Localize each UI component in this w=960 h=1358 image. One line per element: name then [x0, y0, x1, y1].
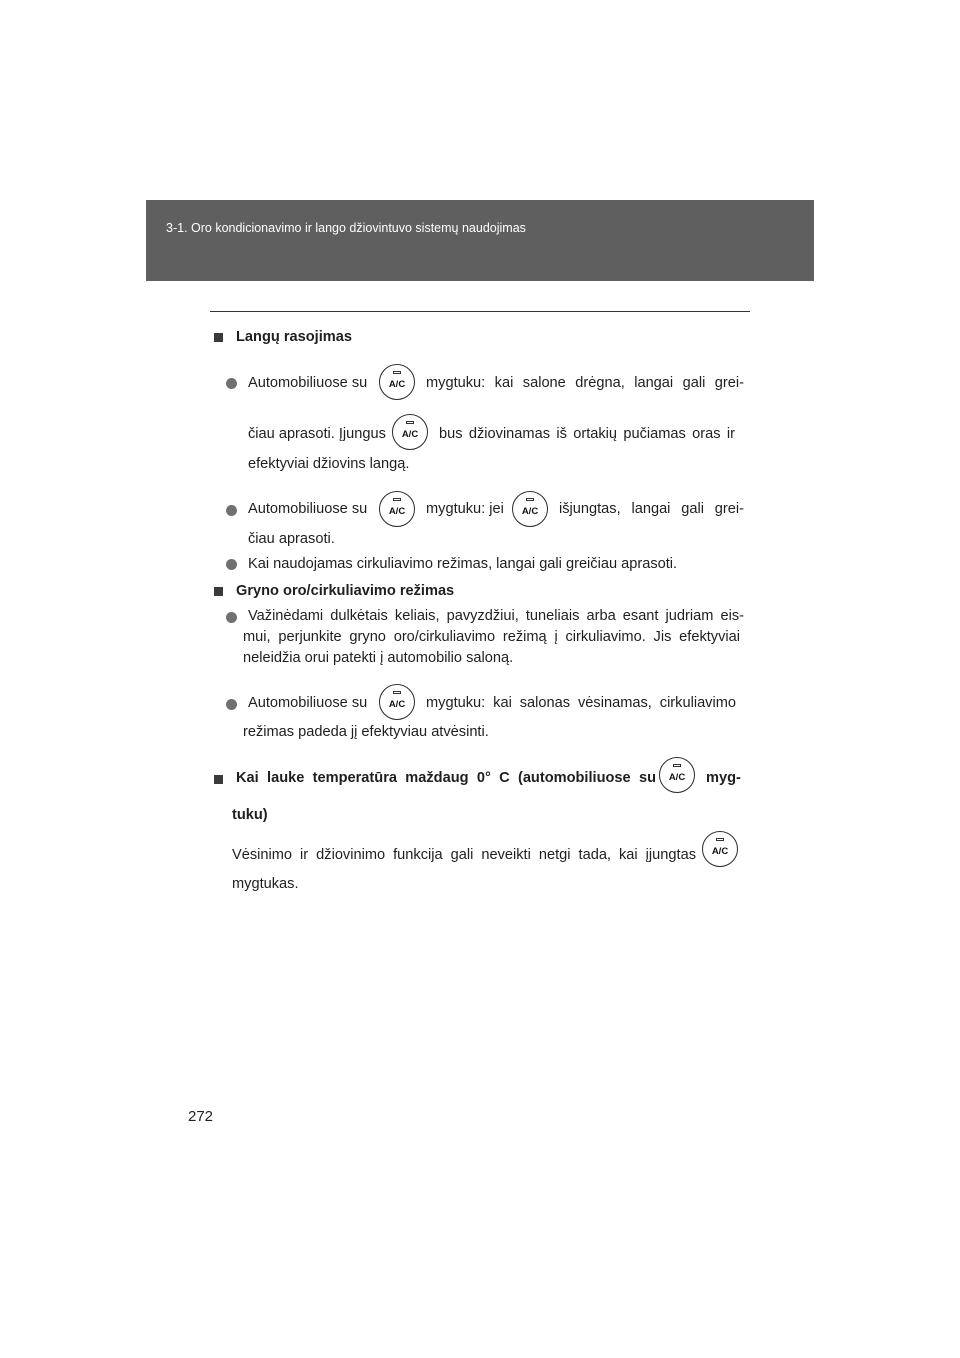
square-bullet-icon [214, 333, 223, 342]
s2-b1-text: neleidžia orui patekti į automobilio saloną. [243, 650, 514, 666]
heading-temperatura: myg- [706, 770, 741, 786]
ac-button-icon [379, 491, 415, 527]
ac-label: A/C [388, 506, 406, 517]
ac-label: A/C [711, 846, 729, 857]
s1-b1-text: Automobiliuose su [248, 375, 368, 391]
square-bullet-icon [214, 587, 223, 596]
ac-button-icon [379, 364, 415, 400]
round-bullet-icon [226, 378, 237, 389]
page-number: 272 [188, 1108, 214, 1125]
s1-b2-text: mygtuku: jei [426, 501, 504, 517]
divider-rule [210, 311, 750, 312]
round-bullet-icon [226, 505, 237, 516]
s2-b1-text: mui, perjunkite gryno oro/cirkuliavimo režimą į cirkuliavimo. Jis efektyviai [243, 629, 740, 645]
ac-label: A/C [388, 699, 406, 710]
ac-label: A/C [401, 429, 419, 440]
s1-b1-text: bus džiovinamas iš ortakių pučiamas oras ir [439, 426, 735, 442]
s1-b1-text: efektyviai džiovins langą. [248, 456, 410, 472]
heading-langu-rasojimas: Langų rasojimas [236, 329, 352, 345]
section-title: 3-1. Oro kondicionavimo ir lango džiovintuvo sistemų naudojimas [166, 221, 526, 235]
ac-label: A/C [521, 506, 539, 517]
s2-b2-text: Automobiliuose su [248, 695, 368, 711]
s3-paragraph: mygtukas. [232, 876, 299, 892]
s2-b2-text: mygtuku: kai salonas vėsinamas, cirkuliavimo [426, 695, 736, 711]
ac-button-icon [702, 831, 738, 867]
ac-label: A/C [388, 379, 406, 390]
ac-button-icon [512, 491, 548, 527]
heading-temperatura: tuku) [232, 807, 268, 823]
ac-button-icon [659, 757, 695, 793]
s1-b1-text: čiau aprasoti. Įjungus [248, 426, 386, 442]
heading-temperatura: Kai lauke temperatūra maždaug 0° C (automobiliuose su [236, 770, 656, 786]
round-bullet-icon [226, 559, 237, 570]
header-bar [146, 200, 814, 281]
ac-label: A/C [668, 772, 686, 783]
s1-b2-text: čiau aprasoti. [248, 531, 335, 547]
heading-gryno-oro: Gryno oro/cirkuliavimo režimas [236, 583, 455, 599]
s1-b2-text: išjungtas, langai gali grei- [559, 501, 744, 517]
s2-b2-text: režimas padeda jį efektyviau atvėsinti. [243, 724, 489, 740]
s3-paragraph: Vėsinimo ir džiovinimo funkcija gali neveikti netgi tada, kai įjungtas [232, 847, 696, 863]
round-bullet-icon [226, 612, 237, 623]
s2-b1-text: Važinėdami dulkėtais keliais, pavyzdžiui, tuneliais arba esant judriam eis- [248, 608, 744, 624]
s1-b1-text: mygtuku: kai salone drėgna, langai gali grei- [426, 375, 744, 391]
s1-b2-text: Automobiliuose su [248, 501, 368, 517]
s1-b3-text: Kai naudojamas cirkuliavimo režimas, langai gali greičiau aprasoti. [248, 556, 678, 572]
square-bullet-icon [214, 775, 223, 784]
ac-button-icon [379, 684, 415, 720]
ac-button-icon [392, 414, 428, 450]
round-bullet-icon [226, 699, 237, 710]
